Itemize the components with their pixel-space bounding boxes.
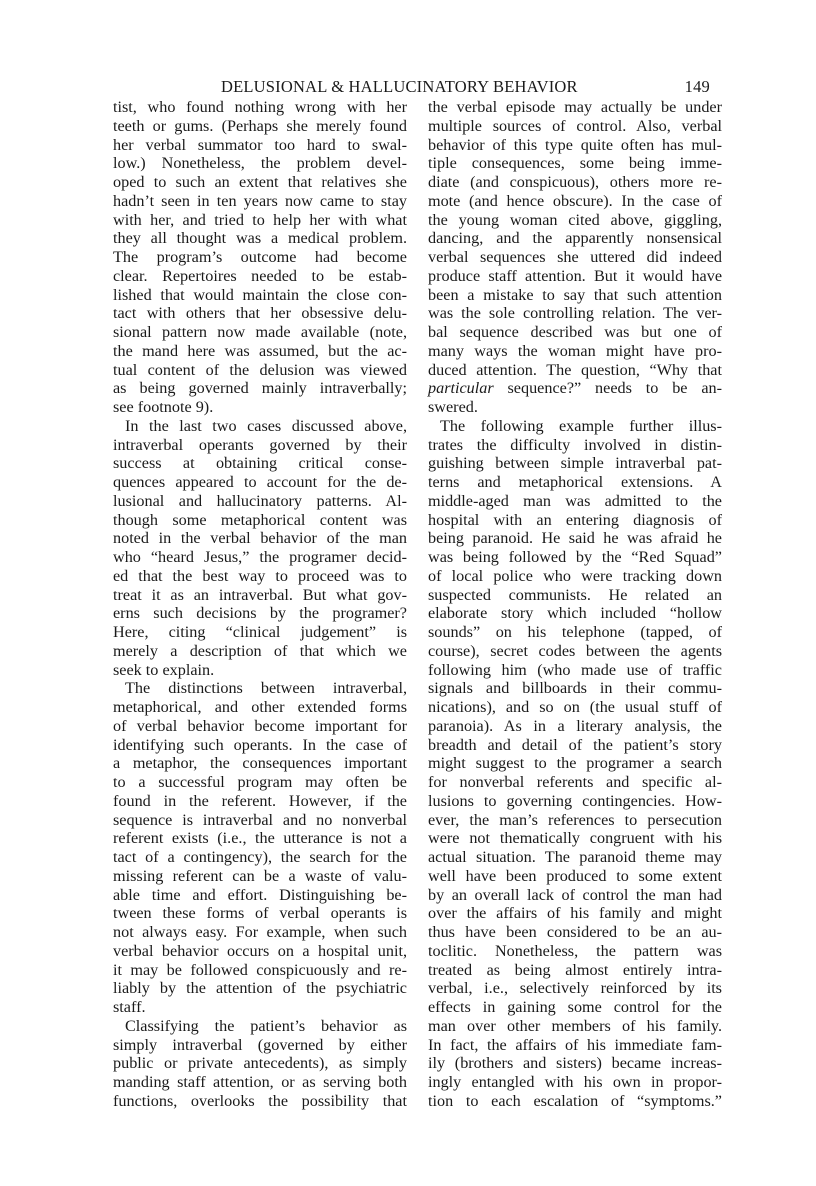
text-line: verbal, i.e., selectively reinforced by its xyxy=(428,979,722,998)
text-line: who “heard Jesus,” the programer decid- xyxy=(113,548,407,566)
text-line: bal sequence described was but one of xyxy=(428,323,722,341)
text-line: hospital with an entering diagnosis of xyxy=(428,510,722,529)
text-line: ed that the best way to proceed was to xyxy=(113,566,407,585)
text-line: metaphorical, and other extended forms xyxy=(113,698,407,716)
text-line: public or private antecedents), as simply xyxy=(113,1054,407,1073)
text-line: The following example further illus- xyxy=(440,416,722,435)
text-line: treated as being almost entirely intra- xyxy=(428,960,722,979)
text-line: were not thematically congruent with his xyxy=(428,829,722,848)
text-line: missing referent can be a waste of valu- xyxy=(113,866,407,885)
text-line: being paranoid. He said he was afraid he xyxy=(428,529,722,548)
text-line: was the sole controlling relation. The ver- xyxy=(428,304,722,323)
text-line: produce staff attention. But it would have xyxy=(428,266,722,285)
text-line: tact of a contingency), the search for the xyxy=(113,848,407,866)
text-line: ingly entangled with his own in propor- xyxy=(428,1073,722,1091)
paragraph xyxy=(113,98,407,417)
text-line: her verbal summator too hard to swal- xyxy=(113,135,407,154)
text-line: low.) Nonetheless, the problem devel- xyxy=(113,154,407,173)
text-line: mote (and hence obscure). In the case of xyxy=(428,191,722,210)
text-line: found in the referent. However, if the xyxy=(113,791,407,810)
text-line: trates the difficulty involved in distin- xyxy=(428,435,722,454)
text-line: lusional and hallucinatory patterns. Al- xyxy=(113,491,407,510)
text-line: been a mistake to say that such attention xyxy=(428,285,722,304)
text-line: thus have been considered to be an au- xyxy=(428,923,722,941)
text-line: staff. xyxy=(113,998,146,1016)
text-line: well have been produced to some extent xyxy=(428,866,722,885)
text-line: a metaphor, the consequences important xyxy=(113,754,407,773)
text-line: intraverbal operants governed by their xyxy=(113,435,407,454)
text-line: ever, the man’s references to persecution xyxy=(428,810,722,829)
text-line: over the affairs of his family and might xyxy=(428,904,722,923)
paragraph xyxy=(428,98,722,417)
text-line: though some metaphorical content was xyxy=(113,510,407,529)
text-line: tiple consequences, some being imme- xyxy=(428,154,722,173)
text-line: hadn’t seen in ten years now came to stay xyxy=(113,191,407,210)
running-head xyxy=(113,77,722,99)
text-line: able time and effort. Distinguishing be- xyxy=(113,885,407,904)
text-line: In the last two cases discussed above, xyxy=(125,416,407,435)
text-line: effects in gaining some control for the xyxy=(428,998,722,1016)
text-line: dancing, and the apparently nonsensical xyxy=(428,229,722,248)
text-line: toclitic. Nonetheless, the pattern was xyxy=(428,941,722,960)
text-line: the mand here was assumed, but the ac- xyxy=(113,341,407,360)
text-line: diate (and conspicuous), others more re- xyxy=(428,173,722,191)
text-line: as being governed mainly intraverbally; xyxy=(113,379,407,398)
text-line: tion to each escalation of “symptoms.” xyxy=(428,1091,722,1110)
text-line: signals and billboards in their commu- xyxy=(428,679,722,698)
text-line: might suggest to the programer a search xyxy=(428,754,722,773)
paragraph xyxy=(113,679,407,1017)
text-line: The program’s outcome had become xyxy=(113,248,407,266)
text-line: functions, overlooks the possibility that xyxy=(113,1091,407,1110)
text-line: clear. Repertoires needed to be estab- xyxy=(113,266,407,285)
text-line: lished that would maintain the close con- xyxy=(113,285,407,304)
text-line: the young woman cited above, giggling, xyxy=(428,210,722,229)
text-line: tact with others that her obsessive delu- xyxy=(113,304,407,323)
text-segment: sequence?” needs to be an- xyxy=(493,379,722,398)
italic-text: particular xyxy=(428,379,494,398)
text-line: terns and metaphorical extensions. A xyxy=(428,473,722,491)
text-line: breadth and detail of the patient’s story xyxy=(428,735,722,754)
text-line: verbal behavior occurs on a hospital unit, xyxy=(113,941,407,960)
text-line: sequence is intraverbal and no nonverbal xyxy=(113,810,407,829)
text-line: swered. xyxy=(428,398,478,416)
text-line: The distinctions between intraverbal, xyxy=(125,679,407,698)
page-number: 149 xyxy=(684,77,710,96)
text-column-left xyxy=(113,98,407,1111)
text-column-right xyxy=(428,98,722,1111)
text-line: following him (who made use of traffic xyxy=(428,660,722,679)
text-line: verbal sequences she uttered did indeed xyxy=(428,248,722,266)
text-line: oped to such an extent that relatives she xyxy=(113,173,407,191)
text-line: quences appeared to account for the de- xyxy=(113,473,407,491)
text-line: tual content of the delusion was viewed xyxy=(113,360,407,379)
paragraph xyxy=(113,417,407,680)
text-line: suspected communists. He related an xyxy=(428,585,722,604)
text-line: sional pattern now made available (note, xyxy=(113,323,407,341)
text-line: tist, who found nothing wrong with her xyxy=(113,98,407,116)
text-line: guishing between simple intraverbal pat- xyxy=(428,454,722,473)
text-line: ily (brothers and sisters) became increas- xyxy=(428,1054,722,1073)
text-line: In fact, the affairs of his immediate fam- xyxy=(428,1035,722,1054)
text-line: Here, citing “clinical judgement” is xyxy=(113,623,407,641)
text-line: course), secret codes between the agents xyxy=(428,641,722,660)
text-line: duced attention. The question, “Why that xyxy=(428,360,722,379)
text-line: they all thought was a medical problem. xyxy=(113,229,407,248)
text-line: nications), and so on (the usual stuff of xyxy=(428,698,722,716)
running-head-title: DELUSIONAL & HALLUCINATORY BEHAVIOR xyxy=(221,77,578,96)
text-line: middle-aged man was admitted to the xyxy=(428,491,722,510)
text-line: manding staff attention, or as serving both xyxy=(113,1073,407,1091)
text-line: see footnote 9). xyxy=(113,398,214,416)
text-line: to a successful program may often be xyxy=(113,773,407,791)
text-line: erns such decisions by the programer? xyxy=(113,604,407,623)
text-line: sounds” on his telephone (tapped, of xyxy=(428,623,722,641)
text-line: multiple sources of control. Also, verbal xyxy=(428,116,722,135)
text-line: noted in the verbal behavior of the man xyxy=(113,529,407,548)
text-line: success at obtaining critical conse- xyxy=(113,454,407,473)
text-line: by an overall lack of control the man had xyxy=(428,885,722,904)
text-line: liably by the attention of the psychiatric xyxy=(113,979,407,998)
text-line: was being followed by the “Red Squad” xyxy=(428,548,722,566)
text-line: teeth or gums. (Perhaps she merely found xyxy=(113,116,407,135)
text-line: not always easy. For example, when such xyxy=(113,923,407,941)
text-line: tween these forms of verbal operants is xyxy=(113,904,407,923)
text-line: actual situation. The paranoid theme may xyxy=(428,848,722,866)
paragraph xyxy=(113,1017,407,1111)
text-line: Classifying the patient’s behavior as xyxy=(125,1016,407,1035)
text-line: it may be followed conspicuously and re- xyxy=(113,960,407,979)
text-line: with her, and tried to help her with what xyxy=(113,210,407,229)
text-line xyxy=(428,379,722,398)
text-line: referent exists (i.e., the utterance is not a xyxy=(113,829,407,848)
text-line: the verbal episode may actually be under xyxy=(428,98,722,116)
text-line: paranoia). As in a literary analysis, the xyxy=(428,716,722,735)
text-line: treat it as an intraverbal. But what gov- xyxy=(113,585,407,604)
text-line: simply intraverbal (governed by either xyxy=(113,1035,407,1054)
text-line: man over other members of his family. xyxy=(428,1016,722,1035)
text-line: of local police who were tracking down xyxy=(428,566,722,585)
text-line: merely a description of that which we xyxy=(113,641,407,660)
text-line: seek to explain. xyxy=(113,660,215,679)
text-line: of verbal behavior become important for xyxy=(113,716,407,735)
text-line: behavior of this type quite often has mul- xyxy=(428,135,722,154)
paragraph xyxy=(428,417,722,1111)
text-line: lusions to governing contingencies. How- xyxy=(428,791,722,810)
text-line: many ways the woman might have pro- xyxy=(428,341,722,360)
text-line: for nonverbal referents and specific al- xyxy=(428,773,722,791)
text-line: elaborate story which included “hollow xyxy=(428,604,722,623)
text-line: identifying such operants. In the case of xyxy=(113,735,407,754)
